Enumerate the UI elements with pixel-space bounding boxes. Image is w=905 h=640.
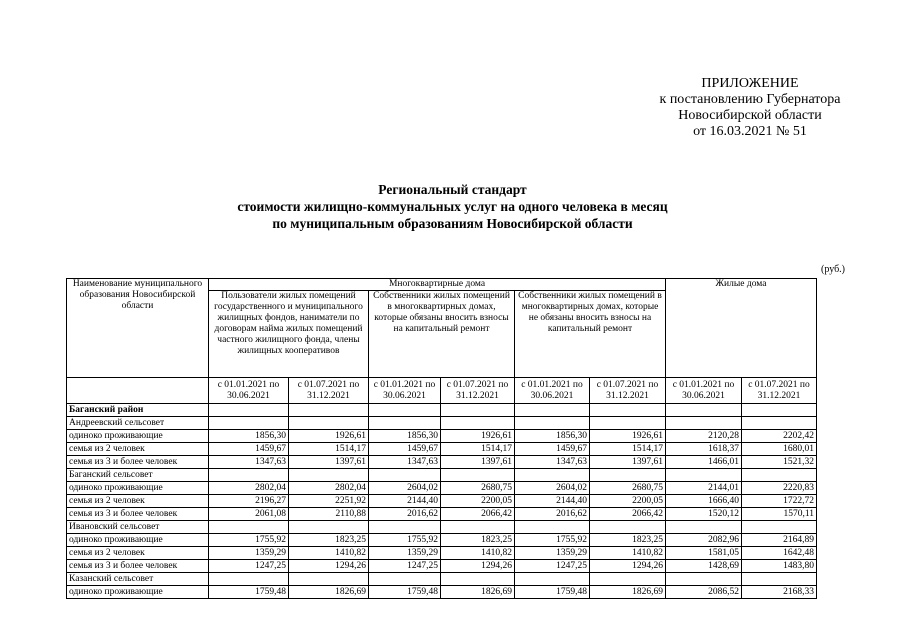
value-cell [369,469,441,482]
value-cell: 1359,29 [209,547,289,560]
group-header: Пользователи жилых помещений государственного и муниципального жилищных фондов, наниматели по договорам найма жилых помещений частного жилищного фонда, члены жилищных кооперативов [209,291,369,378]
value-cell: 2802,04 [209,482,289,495]
row-label: семья из 3 и более человек [67,560,209,573]
appendix-line: Новосибирской области [678,108,822,123]
district-row [67,404,817,417]
value-cell [369,521,441,534]
value-cell [209,417,289,430]
period-header: с 01.07.2021 по 31.12.2021 [590,378,666,404]
value-cell [742,521,817,534]
value-cell: 1856,30 [515,430,590,443]
value-cell [666,521,742,534]
value-cell: 1347,63 [515,456,590,469]
value-cell: 1247,25 [209,560,289,573]
row-label: одиноко проживающие [67,482,209,495]
value-cell [742,404,817,417]
value-cell [441,521,515,534]
value-cell: 1520,12 [666,508,742,521]
value-cell [590,573,666,586]
value-cell: 2061,08 [209,508,289,521]
value-cell [590,417,666,430]
value-cell [515,417,590,430]
value-cell: 2016,62 [515,508,590,521]
table-row [67,430,817,443]
value-cell: 1722,72 [742,495,817,508]
group-header: Собственники жилых помещений в многоквартирных домах, которые обязаны вносить взносы на капитальный ремонт [369,291,515,378]
value-cell [666,573,742,586]
residential-houses-header: Жилые дома [666,279,817,378]
row-label: одиноко проживающие [67,430,209,443]
value-cell: 1759,48 [515,586,590,599]
empty-header-cell [67,378,209,404]
value-cell [515,573,590,586]
table-row [67,547,817,560]
value-cell: 1359,29 [369,547,441,560]
value-cell [666,469,742,482]
value-cell [515,404,590,417]
appendix-line: ПРИЛОЖЕНИЕ [701,76,799,91]
row-label: семья из 3 и более человек [67,508,209,521]
value-cell: 1521,32 [742,456,817,469]
table-row [67,586,817,599]
value-cell: 1397,61 [289,456,369,469]
value-cell: 1642,48 [742,547,817,560]
row-label: одиноко проживающие [67,534,209,547]
apartment-buildings-header: Многоквартирные дома [209,279,666,291]
value-cell: 1755,92 [515,534,590,547]
value-cell [742,417,817,430]
value-cell: 1680,01 [742,443,817,456]
value-cell: 1483,80 [742,560,817,573]
value-cell: 1514,17 [441,443,515,456]
value-cell: 1759,48 [209,586,289,599]
period-header: с 01.07.2021 по 31.12.2021 [441,378,515,404]
value-cell [441,469,515,482]
period-header: с 01.01.2021 по 30.06.2021 [369,378,441,404]
value-cell: 2144,01 [666,482,742,495]
table-row [67,495,817,508]
value-cell: 2082,96 [666,534,742,547]
row-label: семья из 3 и более человек [67,456,209,469]
group-header: Собственники жилых помещений в многоквартирных домах, которые не обязаны вносить взносы на капитальный ремонт [515,291,666,378]
value-cell: 1759,48 [369,586,441,599]
value-cell: 2200,05 [441,495,515,508]
value-cell: 1397,61 [590,456,666,469]
value-cell [369,573,441,586]
value-cell: 1826,69 [590,586,666,599]
value-cell: 1570,11 [742,508,817,521]
table-row [67,534,817,547]
value-cell: 2604,02 [369,482,441,495]
value-cell: 1823,25 [590,534,666,547]
value-cell [289,521,369,534]
value-cell: 1428,69 [666,560,742,573]
value-cell: 1347,63 [369,456,441,469]
row-label: семья из 2 человек [67,495,209,508]
row-label: Баганский район [67,404,209,417]
value-cell: 2164,89 [742,534,817,547]
value-cell: 1247,25 [369,560,441,573]
table-row [67,443,817,456]
currency-unit: (руб.) [821,264,845,275]
value-cell: 1856,30 [209,430,289,443]
value-cell: 2196,27 [209,495,289,508]
period-header: с 01.01.2021 по 30.06.2021 [209,378,289,404]
table-row [67,456,817,469]
council-row [67,469,817,482]
row-label: одиноко проживающие [67,586,209,599]
value-cell: 1347,63 [209,456,289,469]
table-row [67,560,817,573]
table-row [67,508,817,521]
value-cell: 1755,92 [209,534,289,547]
value-cell: 1410,82 [590,547,666,560]
value-cell: 1926,61 [441,430,515,443]
value-cell: 2802,04 [289,482,369,495]
value-cell: 1581,05 [666,547,742,560]
value-cell: 1410,82 [441,547,515,560]
value-cell [209,573,289,586]
value-cell: 1294,26 [441,560,515,573]
value-cell: 1294,26 [590,560,666,573]
value-cell: 2168,33 [742,586,817,599]
period-header: с 01.01.2021 по 30.06.2021 [666,378,742,404]
value-cell: 2120,28 [666,430,742,443]
period-header: с 01.01.2021 по 30.06.2021 [515,378,590,404]
value-cell: 1826,69 [289,586,369,599]
value-cell: 2110,88 [289,508,369,521]
value-cell [369,404,441,417]
value-cell: 1459,67 [515,443,590,456]
row-label: Ивановский сельсовет [67,521,209,534]
value-cell [209,469,289,482]
period-header: с 01.07.2021 по 31.12.2021 [742,378,817,404]
value-cell: 1926,61 [289,430,369,443]
value-cell [590,404,666,417]
value-cell: 2066,42 [441,508,515,521]
value-cell: 2680,75 [590,482,666,495]
period-header: с 01.07.2021 по 31.12.2021 [289,378,369,404]
title-line: стоимости жилищно-коммунальных услуг на одного человека в месяц [237,199,668,214]
value-cell [666,404,742,417]
value-cell: 1926,61 [590,430,666,443]
value-cell: 2200,05 [590,495,666,508]
value-cell: 1514,17 [289,443,369,456]
value-cell: 1459,67 [209,443,289,456]
value-cell: 1666,40 [666,495,742,508]
title-line: по муниципальным образованиям Новосибирской области [272,216,633,231]
value-cell: 1823,25 [441,534,515,547]
value-cell: 2680,75 [441,482,515,495]
title-line: Региональный стандарт [378,182,527,197]
value-cell: 2144,40 [369,495,441,508]
value-cell: 2604,02 [515,482,590,495]
row-label: Баганский сельсовет [67,469,209,482]
value-cell [441,573,515,586]
value-cell [441,404,515,417]
value-cell: 2251,92 [289,495,369,508]
value-cell [209,521,289,534]
value-cell: 1459,67 [369,443,441,456]
value-cell: 2066,42 [590,508,666,521]
appendix-block [600,76,900,140]
value-cell: 2202,42 [742,430,817,443]
council-row [67,521,817,534]
value-cell: 1826,69 [441,586,515,599]
appendix-line: от 16.03.2021 № 51 [693,124,807,139]
value-cell: 1823,25 [289,534,369,547]
value-cell [289,469,369,482]
value-cell [289,573,369,586]
document-title [150,181,755,232]
appendix-line: к постановлению Губернатора [659,92,841,107]
value-cell [742,469,817,482]
table-body [67,404,817,599]
value-cell [441,417,515,430]
value-cell: 1247,25 [515,560,590,573]
table-row [67,482,817,495]
value-cell: 1514,17 [590,443,666,456]
value-cell: 1755,92 [369,534,441,547]
value-cell: 1856,30 [369,430,441,443]
value-cell [209,404,289,417]
value-cell: 1466,01 [666,456,742,469]
value-cell: 2016,62 [369,508,441,521]
value-cell: 2144,40 [515,495,590,508]
row-label: семья из 2 человек [67,443,209,456]
value-cell: 1410,82 [289,547,369,560]
value-cell: 2220,83 [742,482,817,495]
value-cell: 1397,61 [441,456,515,469]
value-cell: 1618,37 [666,443,742,456]
council-row [67,573,817,586]
value-cell: 2086,52 [666,586,742,599]
row-label: семья из 2 человек [67,547,209,560]
standard-cost-table [66,278,817,599]
value-cell [289,417,369,430]
value-cell: 1359,29 [515,547,590,560]
row-label: Казанский сельсовет [67,573,209,586]
value-cell [666,417,742,430]
value-cell [289,404,369,417]
value-cell: 1294,26 [289,560,369,573]
value-cell [590,521,666,534]
value-cell [515,521,590,534]
name-column-header: Наименование муниципального образования Новосибирской области [67,279,209,378]
value-cell [590,469,666,482]
value-cell [515,469,590,482]
council-row [67,417,817,430]
value-cell [369,417,441,430]
value-cell [742,573,817,586]
row-label: Андреевский сельсовет [67,417,209,430]
